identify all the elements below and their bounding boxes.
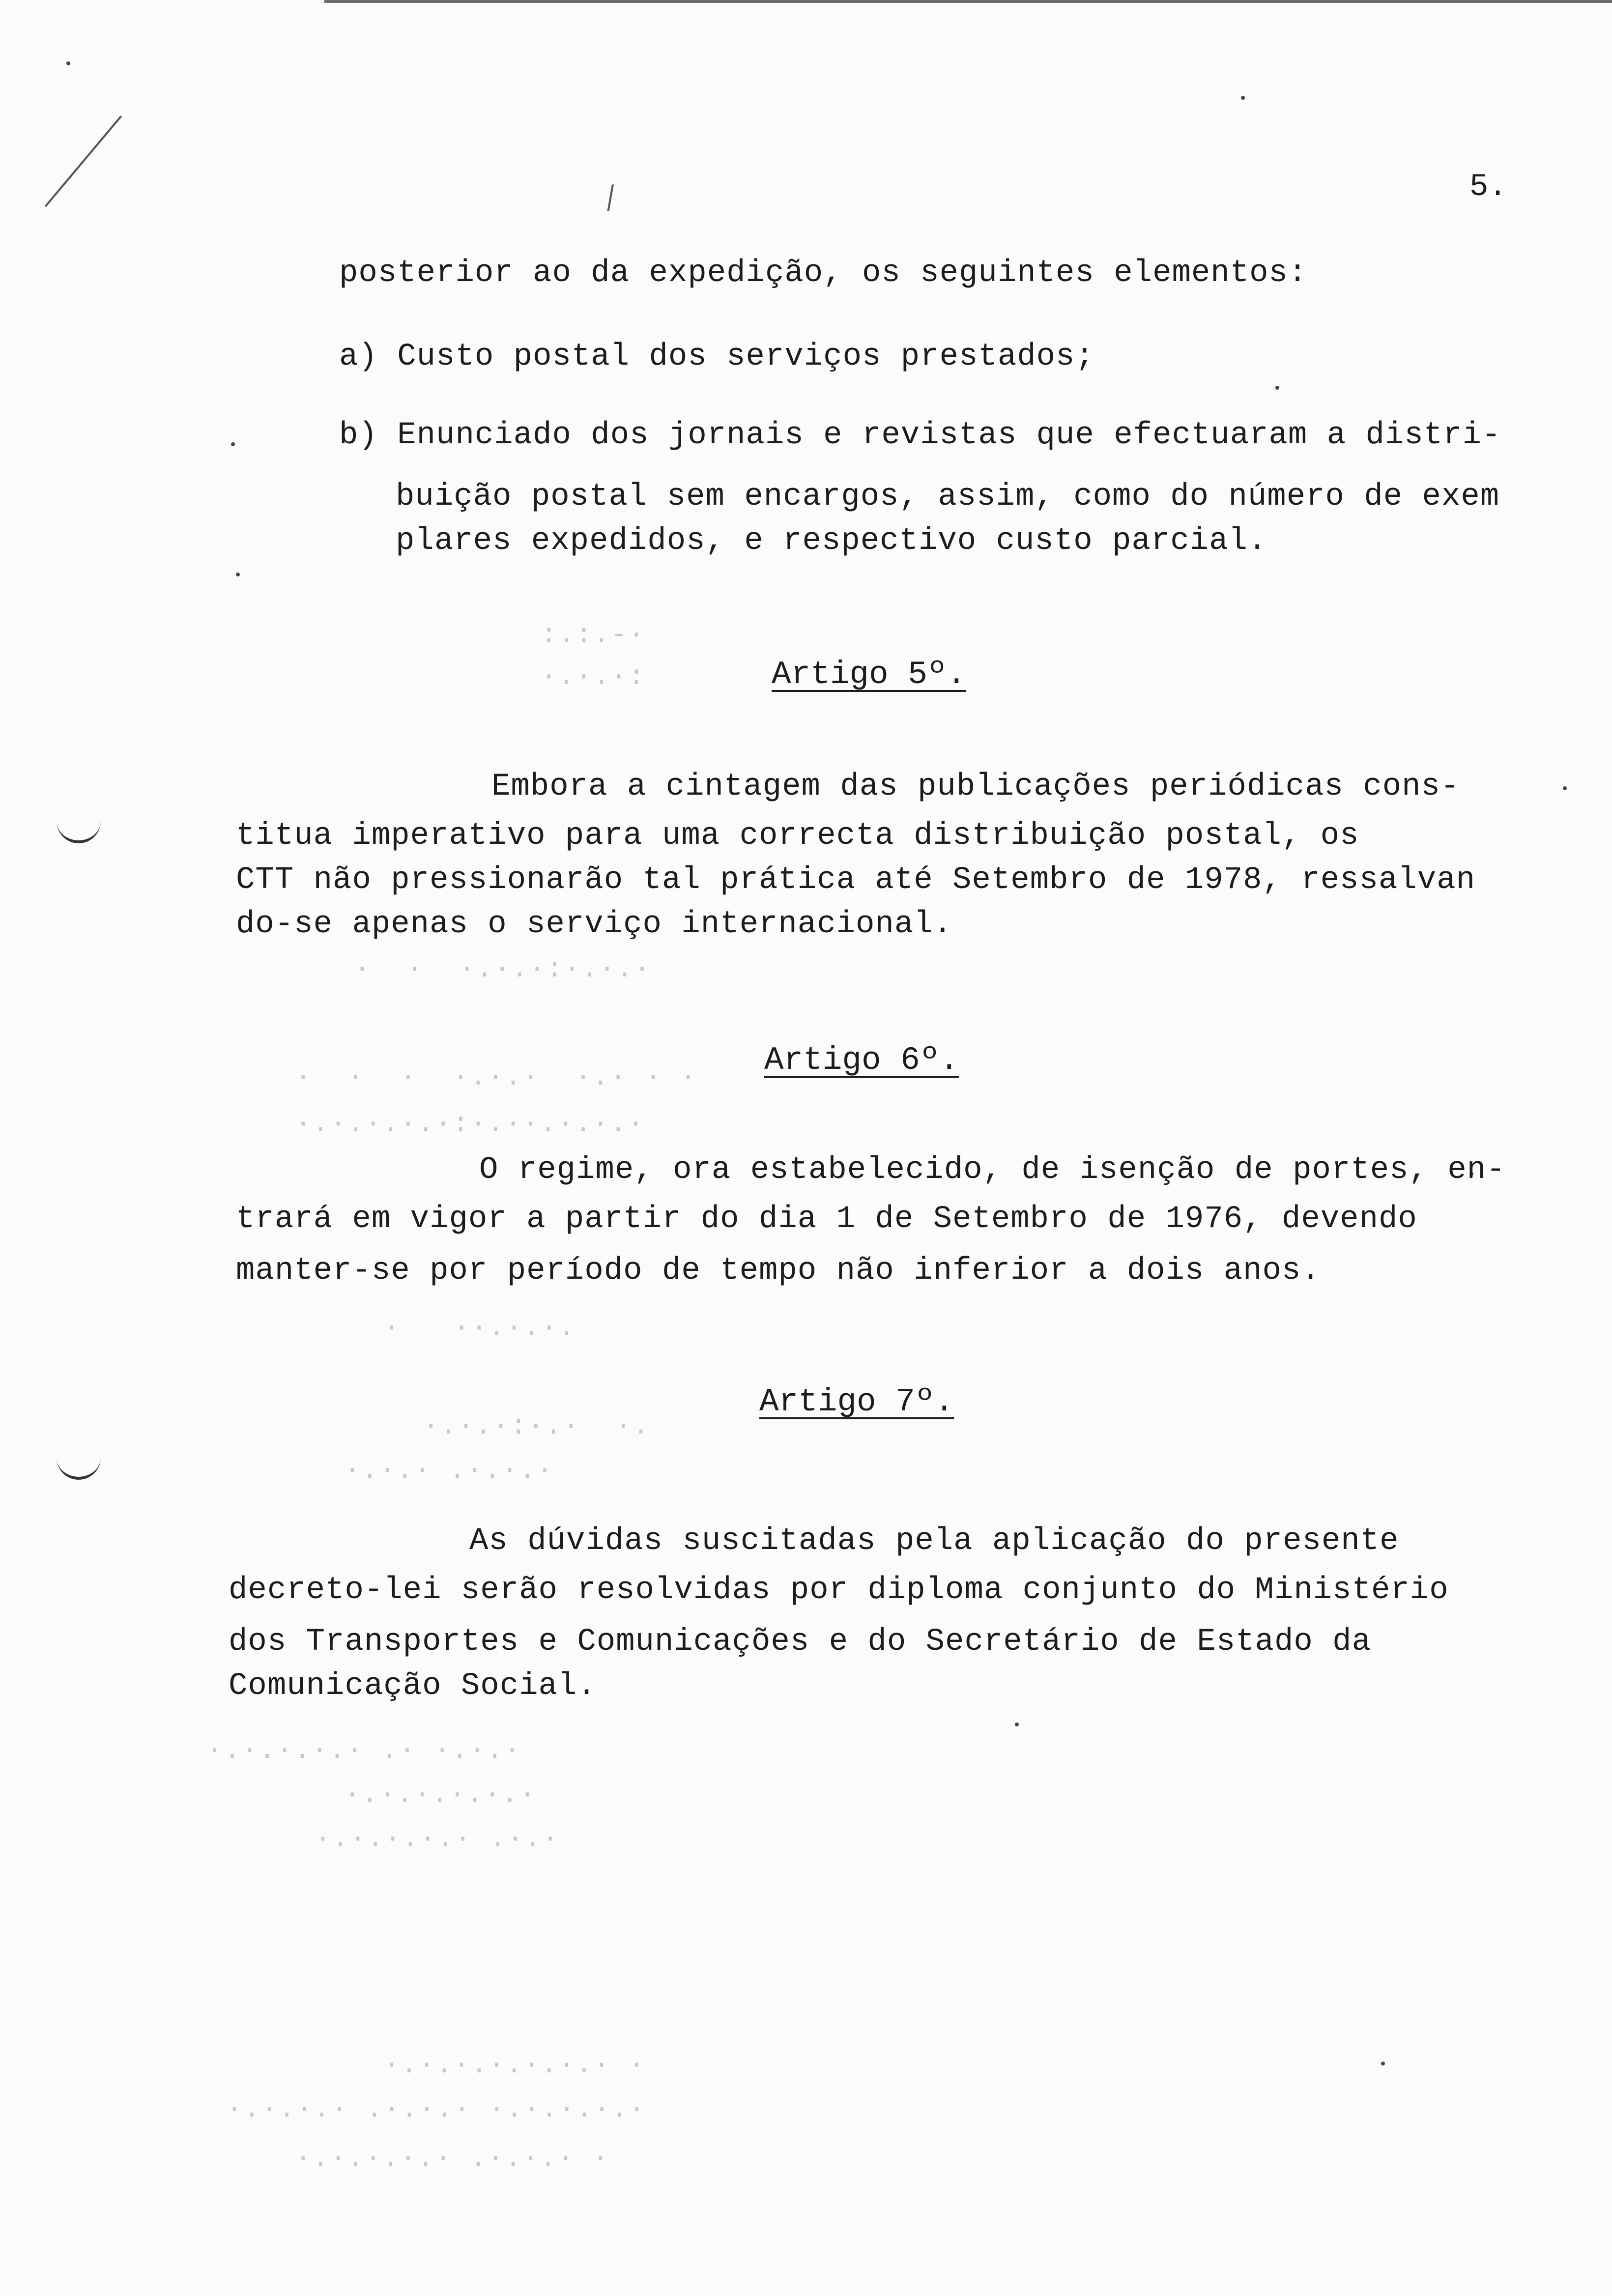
bleed-through: · ··.·.·. — [383, 1312, 576, 1344]
item-b-line-3: plares expedidos, e respectivo custo parcial. — [396, 523, 1267, 559]
speck — [1241, 96, 1245, 100]
bleed-through: ·.·.·.·.· .· ·.·.· — [206, 1735, 521, 1766]
bleed-through: ·.·.·:·.· ·. — [423, 1410, 650, 1442]
article-5-heading: Artigo 5º. — [772, 656, 967, 693]
margin-scratch — [607, 184, 613, 211]
item-b-line-1: b) Enunciado dos jornais e revistas que efectuaram a distri- — [339, 418, 1501, 453]
speck — [1275, 386, 1279, 390]
bleed-through: ·.·.·.·.·.·.· · — [383, 2049, 646, 2081]
article-5-line-3: CTT não pressionarão tal prática até Setembro de 1978, ressalvan — [236, 862, 1475, 898]
bleed-through: ·.·.·.· .·.·.· ·.·.·.·.· — [226, 2094, 646, 2125]
bleed-through: · · ·.·.·:·.·.· — [354, 953, 652, 985]
bleed-through: ·.·.·.·.·.· — [344, 1779, 537, 1810]
bleed-through: ·.·.·.·.· .·.· — [315, 1823, 560, 1855]
bleed-through: :.:.-· — [541, 619, 646, 651]
binding-mark — [57, 818, 101, 843]
page-number: 5. — [1469, 170, 1507, 205]
article-7-line-1: As dúvidas suscitadas pela aplicação do presente — [469, 1523, 1399, 1559]
speck — [1563, 786, 1567, 790]
article-7-heading: Artigo 7º. — [759, 1383, 954, 1420]
speck — [66, 61, 70, 65]
bleed-through: ·.·.·.·.·:·.··.·.·.· — [295, 1108, 645, 1140]
speck — [1381, 2062, 1385, 2066]
bleed-through: ·.·.·: — [541, 661, 646, 692]
article-6-line-1: O regime, ora estabelecido, de isenção de portes, en- — [479, 1152, 1506, 1188]
bleed-through: · · · ·.·.· ·.· · · — [295, 1062, 697, 1093]
article-7-line-3: dos Transportes e Comunicações e do Secretário de Estado da — [229, 1624, 1371, 1660]
article-5-line-2: titua imperativo para uma correcta distribuição postal, os — [236, 818, 1359, 854]
bleed-through: ·.·.·.·.· .·.·.· · — [295, 2143, 610, 2174]
speck — [1015, 1722, 1019, 1726]
item-a: a) Custo postal dos serviços prestados; — [339, 339, 1094, 374]
top-edge-line — [324, 0, 1612, 3]
binding-mark — [57, 1455, 101, 1480]
speck — [236, 573, 240, 576]
speck — [231, 442, 235, 446]
item-b-line-2: buição postal sem encargos, assim, como do número de exem — [396, 479, 1500, 515]
article-6-line-2: trará em vigor a partir do dia 1 de Setembro de 1976, devendo — [236, 1202, 1417, 1237]
article-6-heading: Artigo 6º. — [764, 1042, 959, 1079]
article-7-line-2: decreto-lei serão resolvidas por diploma conjunto do Ministério — [229, 1573, 1449, 1608]
intro-line: posterior ao da expedição, os seguintes elementos: — [339, 256, 1308, 291]
article-6-line-3: manter-se por período de tempo não inferior a dois anos. — [236, 1253, 1321, 1289]
bleed-through: ·.·.· .·.·.· — [344, 1455, 554, 1486]
margin-scratch — [45, 115, 122, 207]
article-7-line-4: Comunicação Social. — [229, 1668, 597, 1704]
article-5-line-4: do-se apenas o serviço internacional. — [236, 907, 953, 942]
article-5-line-1: Embora a cintagem das publicações periódicas cons- — [491, 769, 1460, 804]
